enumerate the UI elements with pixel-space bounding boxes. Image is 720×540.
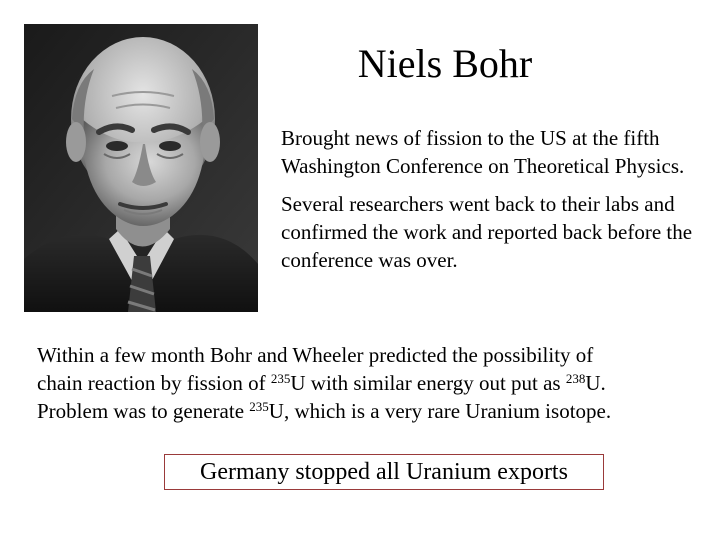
text-run: Within a few month Bohr and Wheeler predicted the possibility of [37, 343, 594, 367]
text-run: chain reaction by fission of [37, 371, 271, 395]
bullet-list [281, 124, 711, 284]
paragraph-line [37, 397, 717, 425]
text-run: U. [585, 371, 606, 395]
text-run: U, which is a very rare Uranium isotope. [268, 399, 612, 423]
isotope-superscript: 235 [249, 399, 269, 414]
body-paragraph [37, 341, 717, 425]
paragraph-line [37, 341, 717, 369]
bullet-item: Several researchers went back to their labs and confirmed the work and reported back before the conference was over. [281, 192, 693, 272]
paragraph-line [37, 369, 717, 397]
isotope-superscript: 238 [565, 371, 586, 386]
callout-box: Germany stopped all Uranium exports [164, 454, 604, 490]
bullet-item: Brought news of fission to the US at the fifth Washington Conference on Theoretical Physics. [281, 126, 685, 178]
text-run: Problem was to generate [37, 399, 250, 423]
portrait-photo [24, 24, 258, 312]
slide-title: Niels Bohr [357, 41, 533, 86]
isotope-superscript: 235 [270, 371, 291, 386]
text-run: U with similar energy out put as [290, 371, 566, 395]
